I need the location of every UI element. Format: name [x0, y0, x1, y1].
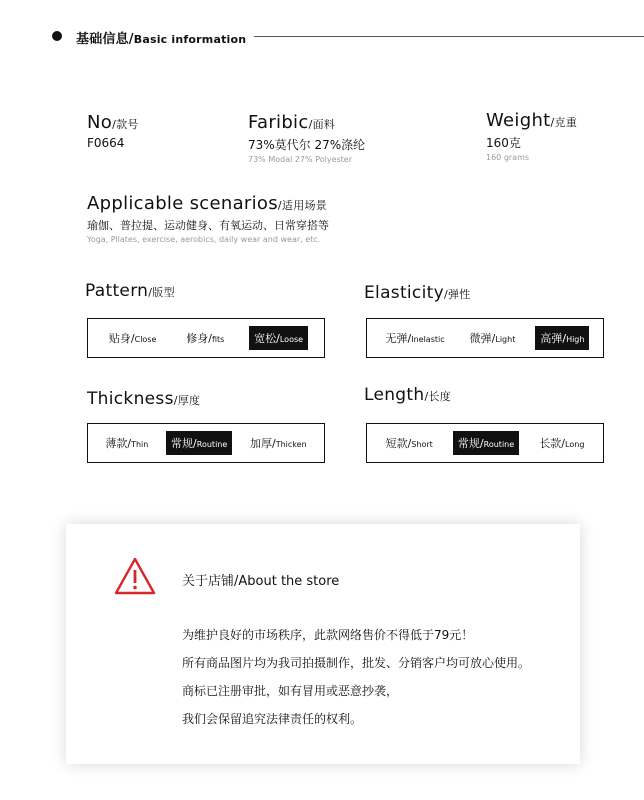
store-line-1: 为维护良好的市场秩序，此款网络售价不得低于79元！: [182, 628, 474, 642]
style-number-block: [87, 112, 139, 150]
pattern-title: Pattern/版型: [85, 281, 175, 301]
style-number-label: No/款号: [87, 112, 139, 133]
length-title: Length/长度: [364, 385, 452, 405]
store-line-3: 商标已注册审批，如有冒用或恶意抄袭，: [182, 684, 399, 698]
store-title: 关于店铺/About the store: [182, 574, 340, 589]
elasticity-option-high: 高弹/High: [535, 326, 589, 350]
scenarios-value: 瑜伽、普拉提、运动健身、有氧运动、日常穿搭等: [87, 219, 329, 232]
thickness-title: Thickness/厚度: [87, 389, 201, 409]
length-option-short: 短款/Short: [385, 437, 433, 450]
weight-label: Weight/克重: [486, 110, 578, 131]
elasticity-title: Elasticity/弹性: [364, 283, 471, 303]
weight-value-en: 160 grams: [486, 153, 530, 162]
thickness-option-thin: 薄款/Thin: [105, 437, 149, 450]
length-option-long: 长款/Long: [539, 437, 585, 450]
scenarios-value-en: Yoga, Pilates, exercise, aerobics, daily wear and wear, etc.: [87, 235, 321, 244]
pattern-options: [87, 318, 325, 358]
length-options: [366, 423, 604, 463]
scenarios-block: [87, 193, 329, 244]
style-number-value: F0664: [87, 136, 125, 150]
section-title-en: Basic information: [133, 33, 247, 46]
thickness-option-thicken: 加厚/Thicken: [250, 437, 307, 450]
bullet-dot-icon: [52, 31, 62, 41]
fabric-value: 73%莫代尔 27%涤纶: [248, 138, 366, 152]
fabric-block: [248, 112, 365, 164]
elasticity-options: [366, 318, 604, 358]
pattern-option-fits: 修身/fits: [186, 332, 225, 345]
pattern-option-loose: 宽松/Loose: [249, 326, 308, 350]
weight-block: [486, 110, 577, 162]
length-option-routine: 常规/Routine: [453, 431, 519, 455]
fabric-label: Faribic/面料: [248, 112, 336, 133]
scenarios-label: Applicable scenarios/适用场景: [87, 193, 328, 214]
pattern-option-close: 贴身/Close: [108, 332, 157, 345]
weight-value: 160克: [486, 136, 521, 150]
thickness-options: [87, 423, 325, 463]
header-divider: [254, 36, 644, 37]
store-line-2: 所有商品图片均为我司拍摄制作，批发、分销客户均可放心使用。: [182, 656, 531, 670]
section-title-cn: 基础信息/: [76, 32, 134, 47]
fabric-value-en: 73% Modal 27% Polyester: [248, 155, 353, 164]
thickness-option-routine: 常规/Routine: [166, 431, 232, 455]
store-line-4: 我们会保留追究法律责任的权利。: [182, 712, 363, 726]
warning-triangle-icon: [113, 556, 157, 596]
elasticity-option-light: 微弹/Light: [469, 332, 516, 345]
section-title: [76, 28, 246, 47]
elasticity-option-inelastic: 无弹/Inelastic: [385, 332, 445, 345]
